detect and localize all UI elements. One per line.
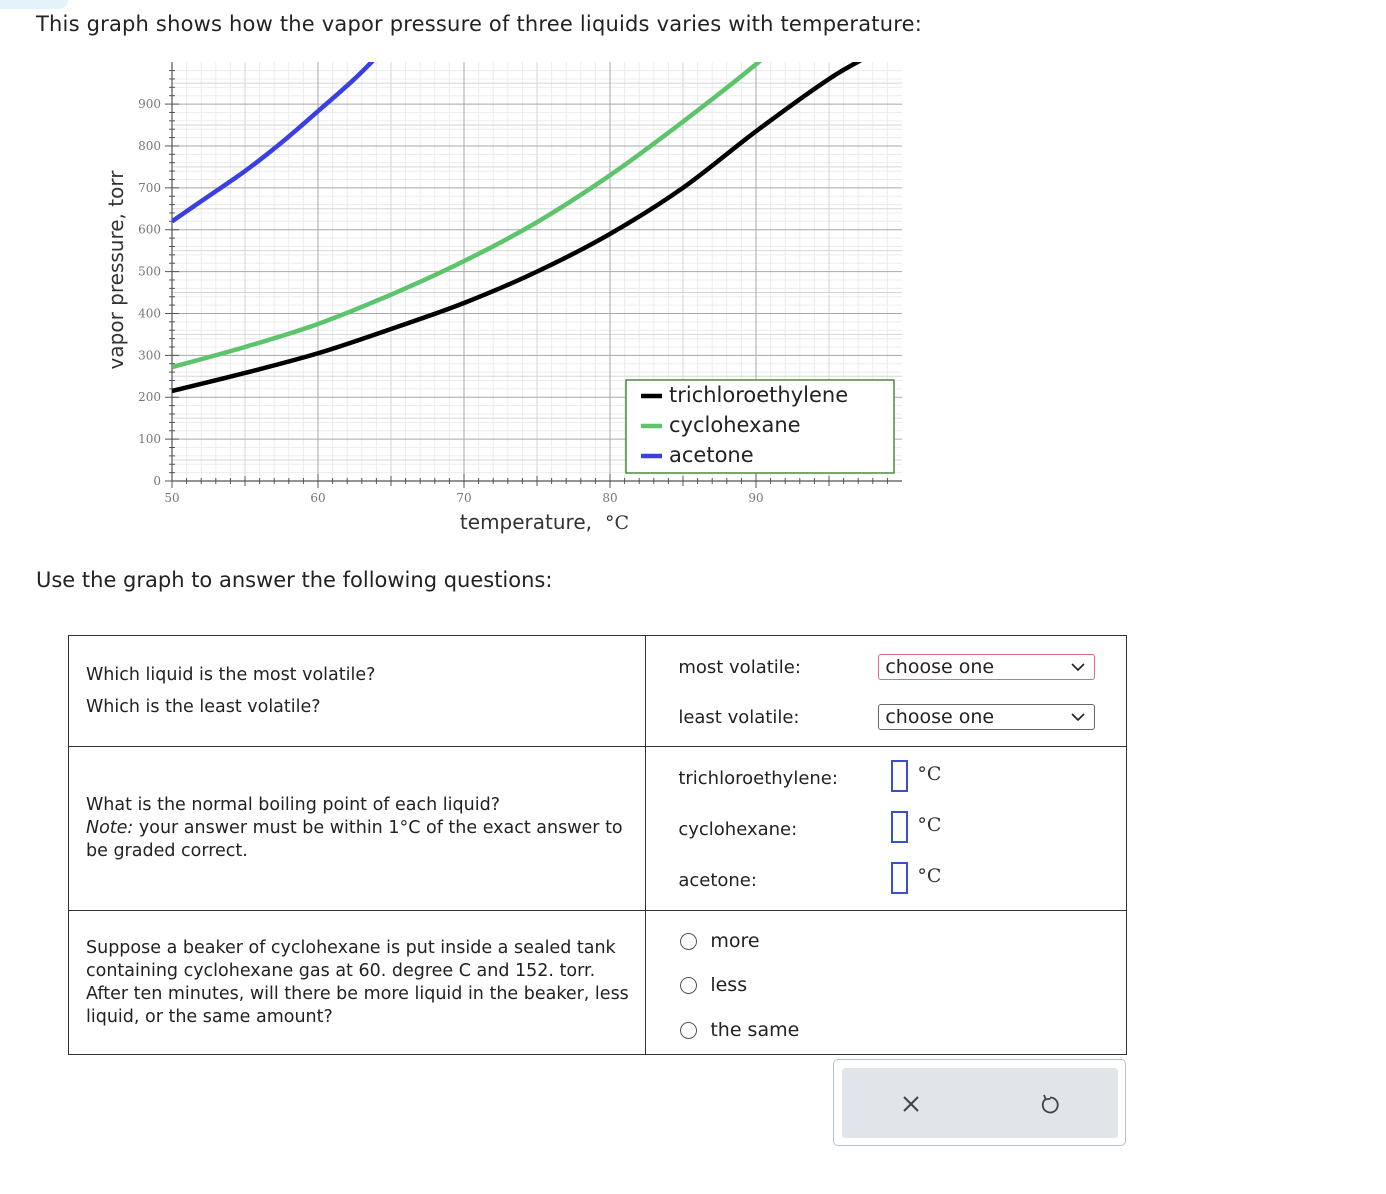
undo-icon xyxy=(1036,1090,1064,1118)
y-tick-label: 500 xyxy=(138,264,161,279)
least-volatile-select[interactable] xyxy=(878,704,1095,730)
note-text: your answer must be within 1°C of the exact answer to be graded correct. xyxy=(86,818,623,861)
action-bar xyxy=(842,1068,1118,1138)
clear-button[interactable] xyxy=(897,1090,925,1118)
cyclohexane-unit: °C xyxy=(917,814,942,836)
undo-button[interactable] xyxy=(1036,1090,1064,1118)
series-line-acetone xyxy=(172,50,384,222)
radio-more[interactable] xyxy=(680,933,697,950)
y-tick-label: 600 xyxy=(138,222,161,237)
intro-text: This graph shows how the vapor pressure of three liquids varies with temperature: xyxy=(36,12,922,36)
x-tick-label: 70 xyxy=(456,491,472,505)
chevron-down-icon xyxy=(1070,660,1086,674)
most-volatile-select[interactable] xyxy=(878,654,1095,680)
acetone-label: acetone: xyxy=(678,870,757,891)
y-axis-title: vapor pressure, torr xyxy=(104,170,128,370)
vapor-pressure-chart xyxy=(0,0,1386,560)
question-row-boiling-point xyxy=(69,747,1127,911)
least-volatile-label: least volatile: xyxy=(678,707,800,728)
least-volatile-select-value: choose one xyxy=(885,706,995,728)
most-volatile-select-value: choose one xyxy=(885,656,995,678)
trichloroethylene-bp-input[interactable] xyxy=(891,760,908,792)
answer-beaker xyxy=(646,911,1127,1055)
question-volatility-line1: Which liquid is the most volatile? xyxy=(86,664,376,685)
x-icon xyxy=(897,1090,925,1118)
x-tick-label: 90 xyxy=(748,491,764,505)
acetone-bp-input[interactable] xyxy=(891,862,908,894)
x-tick-label: 50 xyxy=(164,491,180,505)
question-volatility xyxy=(69,636,646,747)
option-less-label: less xyxy=(710,974,748,996)
y-tick-label: 200 xyxy=(138,390,161,405)
y-tick-label: 300 xyxy=(138,348,161,363)
beaker-question: Suppose a beaker of cyclohexane is put inside a sealed tank containing cyclohexane gas at 60. degree C and 152. torr. After ten minutes, will there be more liquid in the beaker, less liquid, or the same amount? xyxy=(86,937,629,1027)
option-same-label: the same xyxy=(710,1019,800,1041)
legend-label-trichloroethylene: trichloroethylene xyxy=(669,383,849,407)
trichloroethylene-unit: °C xyxy=(917,763,942,785)
y-tick-label: 0 xyxy=(153,474,161,488)
most-volatile-label: most volatile: xyxy=(678,657,801,678)
cyclohexane-bp-input[interactable] xyxy=(891,811,908,843)
question-volatility-line2: Which is the least volatile? xyxy=(86,696,321,717)
legend-label-acetone: acetone xyxy=(669,443,754,467)
action-panel xyxy=(833,1059,1126,1146)
question-boiling-point xyxy=(69,747,646,911)
questions-table xyxy=(68,635,1127,1055)
instruction-text: Use the graph to answer the following questions: xyxy=(36,568,553,592)
chevron-down-icon xyxy=(1070,710,1086,724)
cyclohexane-label: cyclohexane: xyxy=(678,819,798,840)
y-tick-label: 400 xyxy=(138,306,161,321)
x-tick-label: 60 xyxy=(310,491,326,505)
y-tick-label: 700 xyxy=(138,180,161,195)
y-tick-label: 900 xyxy=(138,97,161,112)
answer-volatility xyxy=(646,636,1127,747)
boiling-point-question: What is the normal boiling point of each liquid? xyxy=(86,795,500,815)
question-row-beaker xyxy=(69,911,1127,1055)
x-axis-unit: °C xyxy=(605,512,630,534)
radio-less[interactable] xyxy=(680,977,697,994)
y-tick-label: 800 xyxy=(138,138,161,153)
acetone-unit: °C xyxy=(917,865,942,887)
y-tick-label: 100 xyxy=(138,432,161,447)
note-label: Note: xyxy=(86,818,134,838)
trichloroethylene-label: trichloroethylene: xyxy=(678,768,838,789)
answer-boiling-point xyxy=(646,747,1127,911)
x-axis-title: temperature, xyxy=(459,510,592,534)
question-row-volatility xyxy=(69,636,1127,747)
x-tick-label: 80 xyxy=(602,491,618,505)
boiling-point-note xyxy=(86,817,629,863)
legend-label-cyclohexane: cyclohexane xyxy=(669,413,801,437)
radio-same[interactable] xyxy=(680,1022,697,1039)
question-beaker xyxy=(69,911,646,1055)
option-more-label: more xyxy=(710,930,760,952)
